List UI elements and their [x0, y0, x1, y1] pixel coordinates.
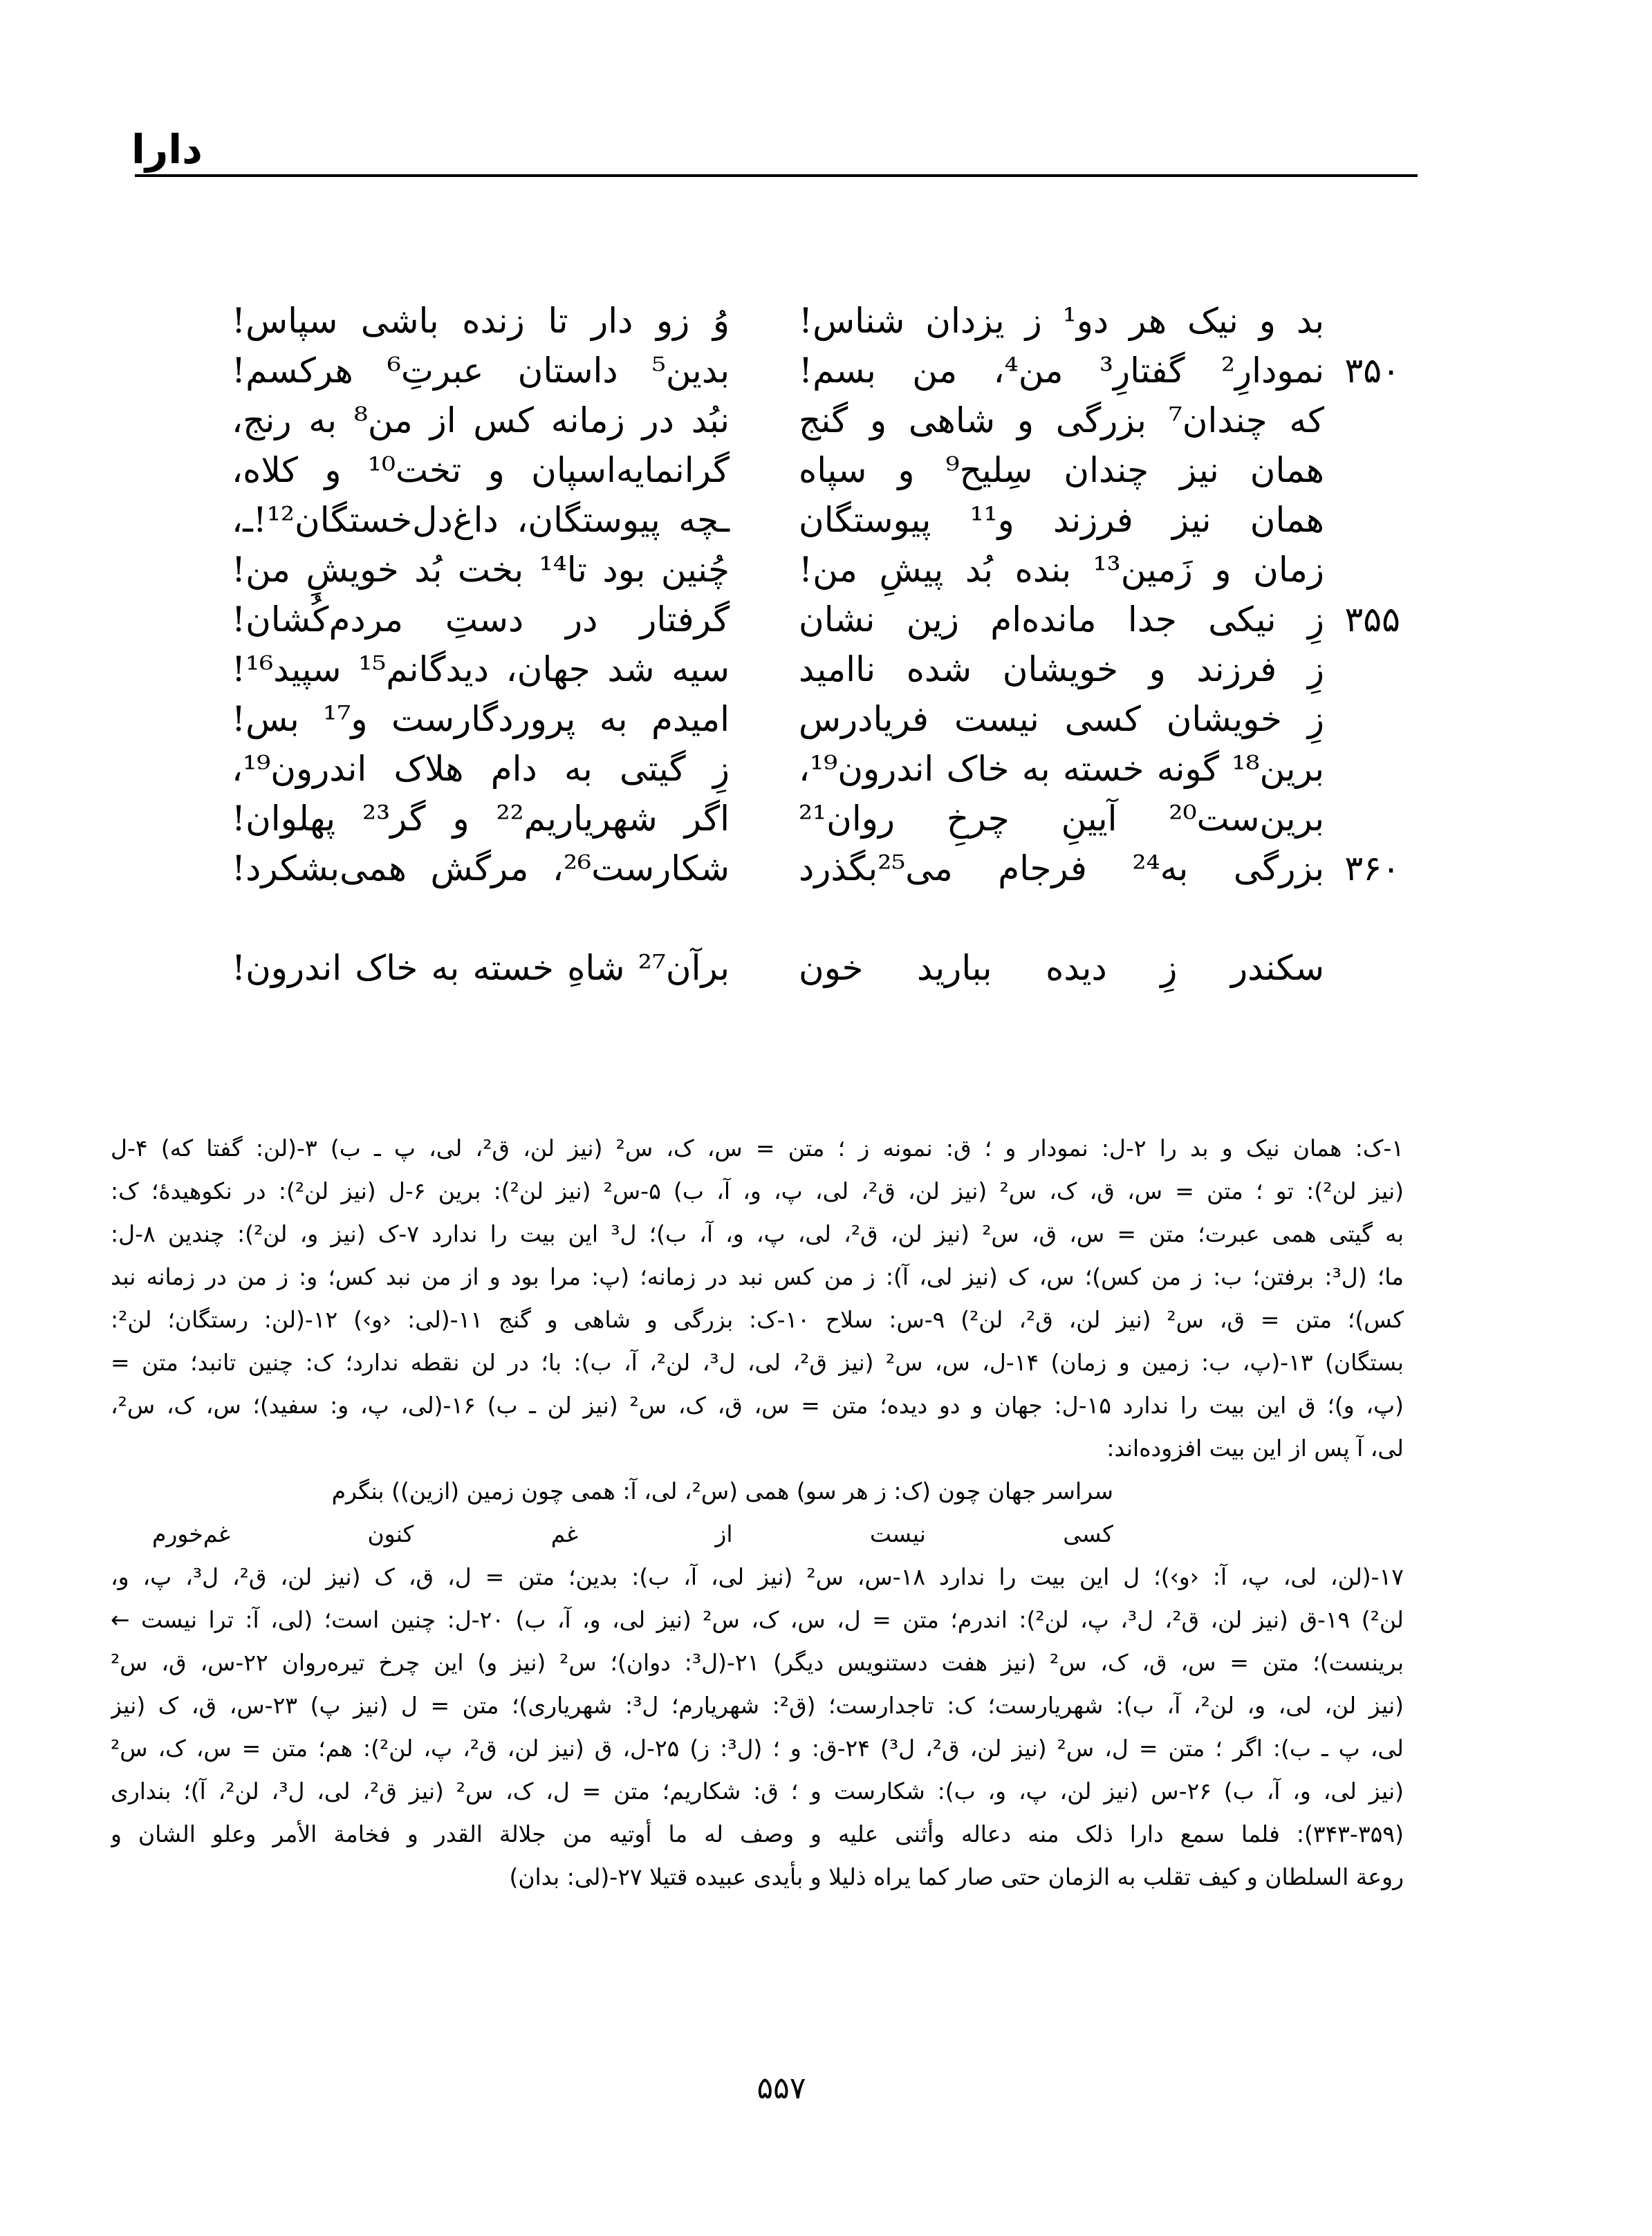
verse-hemistich-left: [232, 445, 730, 495]
verse-hemistich-right: [799, 296, 1324, 346]
verse-text: زِ خویشان کسی نیست فریادرس: [799, 699, 1324, 739]
verse-text: زمان و زَمین¹³ بنده بُد پیشِ من!: [799, 550, 1325, 590]
verse-word: نیست: [869, 1520, 926, 1547]
footnotes: [111, 1127, 1404, 1899]
footnote-added-verse-second: [111, 1513, 1404, 1556]
verse-word: از: [715, 1520, 733, 1547]
verse-text: زِ فرزند و خویشان شده ناامید: [799, 649, 1324, 689]
header-rule: [135, 174, 1418, 177]
verse-hemistich-right: [799, 794, 1324, 844]
verse-hemistich-right: [799, 844, 1400, 893]
verse-hemistich-left: [232, 943, 730, 993]
verse-text: سیه شد جهان، دیدگانم¹⁵ سپید¹⁶!: [232, 649, 730, 689]
verse-text: همان نیز چندان سِلیح⁹ و سپاه: [799, 450, 1324, 490]
verse-text: برین‌ست²⁰ آیینِ چرخِ روان²¹: [799, 799, 1324, 839]
footnote-line: بستگان) ۱۳-(پ، ب: زمین و زمان) ۱۴-ل، س، س² (نیز ق²، لی، ل³، لن²، آ، ب): با؛ در لن نقطه ندارد؛ ک: چنین تانبد؛ متن =: [111, 1349, 1404, 1376]
verse-hemistich-left: [232, 644, 730, 694]
verse-hemistich-left: [232, 495, 730, 545]
verse-text: زِ گیتی به دام هلاک اندرون¹⁹،: [232, 749, 730, 789]
verse-word: کنون: [367, 1520, 414, 1547]
verse-text: برآن²⁷ شاهِ خسته به خاک اندرون!: [232, 948, 730, 988]
footnote-line: ۱۷-(لن، لی، پ، آ: ‹و›)؛ ل این بیت را ندارد ۱۸-س، س² (نیز لی، آ، ب): بدین؛ متن = ل، ق، ک (نیز لن، ق²، ل³، پ، و،: [111, 1563, 1404, 1590]
verse-text: گرفتار در دستِ مردم‌کُشان!: [232, 599, 730, 640]
verse-hemistich-right: [799, 744, 1324, 794]
verse-hemistich-left: [232, 545, 730, 595]
footnote-line: (نیز لی، و، آ، ب) ۲۶-س (نیز لن، پ، و، ب): شکارست و ؛ ق: شکاریم؛ متن = ل، ک، س² (نیز ق²، لی، ل³، لن²، آ)؛ بنداری: [111, 1778, 1404, 1805]
verse-text: ـچه پیوستگان، داغ‌دل‌خستگان¹²!ـ،: [232, 500, 730, 540]
verse-text: که چندان⁷ بزرگی و شاهی و گنج: [799, 400, 1324, 440]
verse-text: وُ زو دار تا زنده باشی سپاس!: [232, 301, 730, 341]
verse-text: نبُد در زمانه کس از من⁸ به رنج،: [232, 400, 730, 440]
footnote-line: به گیتی همی عبرت؛ متن = س، ق، س² (نیز لن، ق²، لی، پ، و، آ، ب)؛ ل³ این بیت را ندارد ۷-ک (نیز و، لن²): چندین ۸-ل:: [111, 1220, 1404, 1247]
verse-text: چُنین بود تا¹⁴ بخت بُد خویشِ من!: [232, 550, 730, 590]
verse-hemistich-left: [232, 744, 730, 794]
footnote-line: روعة السلطان و کیف تقلب به الزمان حتی صار کما یراه ذلیلا و بأیدی عبیده قتیلا ۲۷-(لی: بدان): [509, 1863, 1404, 1890]
verse-text: بد و نیک هر دو¹ ز یزدان شناس!: [799, 301, 1324, 341]
footnote-line: لی، پ ـ ب): اگر ؛ متن = ل، س² (نیز لن، ق²، ل³) ۲۴-ق: و ؛ (ل³: ز) ۲۵-ل، ق (نیز لن، ق²، پ، لن²): هم؛ متن = س، ک، س²: [111, 1735, 1404, 1762]
footnote-line: ما؛ (ل³: برفتن؛ ب: ز من کس)؛ س، ک (نیز لی، آ): ز من کس نبد در زمانه؛ (پ: مرا بود و از من نبد کس؛ و: ز من در زمانه نبد: [111, 1263, 1404, 1290]
verse-word: کسی: [1063, 1520, 1113, 1547]
verse-hemistich-right: [799, 495, 1324, 545]
verse-hemistich-right: [799, 346, 1400, 395]
footnote-added-verse-first: سراسر جهان چون (ک: ز هر سو) همی (س²، لی، آ: همی چون زمین (ازین)) بنگرم: [331, 1478, 1113, 1504]
footnote-line: (۳۴۳-۳۵۹): فلما سمع دارا ذلک منه دعاله وأثنی علیه و وصف له ما أوتیه من جلالة القدر و فخامة الأمر وعلو الشان و: [111, 1820, 1404, 1847]
running-head-title: دارا: [131, 126, 203, 173]
verse-column-right: [799, 296, 1400, 993]
verse-hemistich-right: [799, 595, 1400, 644]
verse-word: غم: [550, 1520, 579, 1547]
footnote-line: برینست)؛ متن = س، ق، ک، س² (نیز هفت دستنویس دیگر) ۲۱-(ل³: دوان)؛ س² (نیز و) این چرخ تیره‌روان ۲۲-س، ق، س²: [111, 1649, 1404, 1676]
verse-hemistich-right: [799, 445, 1324, 495]
verse-text: بزرگی به²⁴ فرجام می²⁵بگذرد: [799, 848, 1324, 888]
verse-hemistich-left: [232, 794, 730, 844]
page-number: ۵۵۷: [757, 2071, 806, 2106]
verse-hemistich-left: [232, 844, 730, 893]
verse-text: امیدم به پروردگارست و¹⁷ بس!: [232, 699, 730, 739]
verse-text: شکارست²⁶، مرگش همی‌بشکرد!: [232, 848, 730, 888]
verse-line-number: ۳۵۵: [1344, 599, 1400, 640]
verse-text: زِ نیکی جدا مانده‌ام زین نشان: [799, 599, 1324, 640]
footnote-line: (پ، و)؛ ق این بیت را ندارد ۱۵-ل: جهان و دو دیده؛ متن = س، ق، ک، س² (نیز لن ـ ب) ۱۶-(لی، پ، و: سفید)؛ س، ک، س²،: [111, 1392, 1404, 1419]
verse-hemistich-right: [799, 943, 1324, 993]
verse-text: همان نیز فرزند و¹¹ پیوستگان: [799, 500, 1324, 540]
verse-hemistich-left: [232, 595, 730, 644]
verse-hemistich-right: [799, 644, 1324, 694]
footnote-line: لی، آ پس از این بیت افزوده‌اند:: [1106, 1435, 1404, 1462]
footnote-line: لن²) ۱۹-ق (نیز لن، ق²، ل³، پ، لن²): اندرم؛ متن = ل، س، ک، س² (نیز لی، و، آ، ب) ۲۰-ل: چنین است؛ (لی، آ: ترا نیست ←: [111, 1606, 1404, 1633]
verse-column-left: [232, 296, 730, 993]
verse-hemistich-right: [799, 545, 1324, 595]
footnote-line: ۱-ک: همان نیک و بد را ۲-ل: نمودار و ؛ ق: نمونه ز ؛ متن = س، ک، س² (نیز لن، ق²، لی، پ ـ ب) ۳-(لن: گفتا که) ۴-ل: [111, 1135, 1404, 1162]
verse-word: غم‌خورم: [152, 1520, 231, 1547]
verse-hemistich-left: [232, 296, 730, 346]
verse-text: گرانمایه‌اسپان و تخت¹⁰ و کلاه،: [232, 450, 730, 490]
verse-text: برین¹⁸ گونه خسته به خاک اندرون¹⁹،: [799, 749, 1324, 789]
verse-text: اگر شهریاریم²² و گر²³ پهلوان!: [232, 799, 730, 839]
verse-hemistich-left: [232, 346, 730, 395]
footnote-line: (نیز لن²): تو ؛ متن = س، ق، ک، س² (نیز لن، ق²، لی، پ، و، آ، ب) ۵-س² (نیز لن²): برین ۶-ل (نیز لن²): در نکوهیدهٔ؛ ک:: [111, 1177, 1404, 1204]
verse-text: سکندر زِ دیده ببارید خون: [799, 948, 1324, 988]
verse-hemistich-left: [232, 694, 730, 744]
verse-line-number: ۳۶۰: [1344, 848, 1400, 888]
footnote-line: کس)؛ متن = ق، س² (نیز لن، ق²، لن²) ۹-س: سلاح ۱۰-ک: بزرگی و شاهی و گنج ۱۱-(لی: ‹و›) ۱۲-(لن: رستگان؛ لن²:: [111, 1306, 1404, 1333]
verse-text: بدین⁵ داستان عبرتِ⁶ هرکسم!: [232, 351, 730, 391]
footnote-line: (نیز لن، لی، و، لن²، آ، ب): شهریارست؛ ک: تاجدارست؛ (ق²: شهریارم؛ ل³: شهریاری)؛ متن = ل (نیز پ) ۲۳-س، ق، ک (نیز: [111, 1692, 1404, 1719]
verse-line-number: ۳۵۰: [1344, 351, 1400, 391]
verse-hemistich-left: [232, 395, 730, 445]
verse-text: نمودارِ² گفتارِ³ من⁴، من بسم!: [799, 351, 1324, 391]
verse-hemistich-right: [799, 395, 1324, 445]
verse-hemistich-right: [799, 694, 1324, 744]
